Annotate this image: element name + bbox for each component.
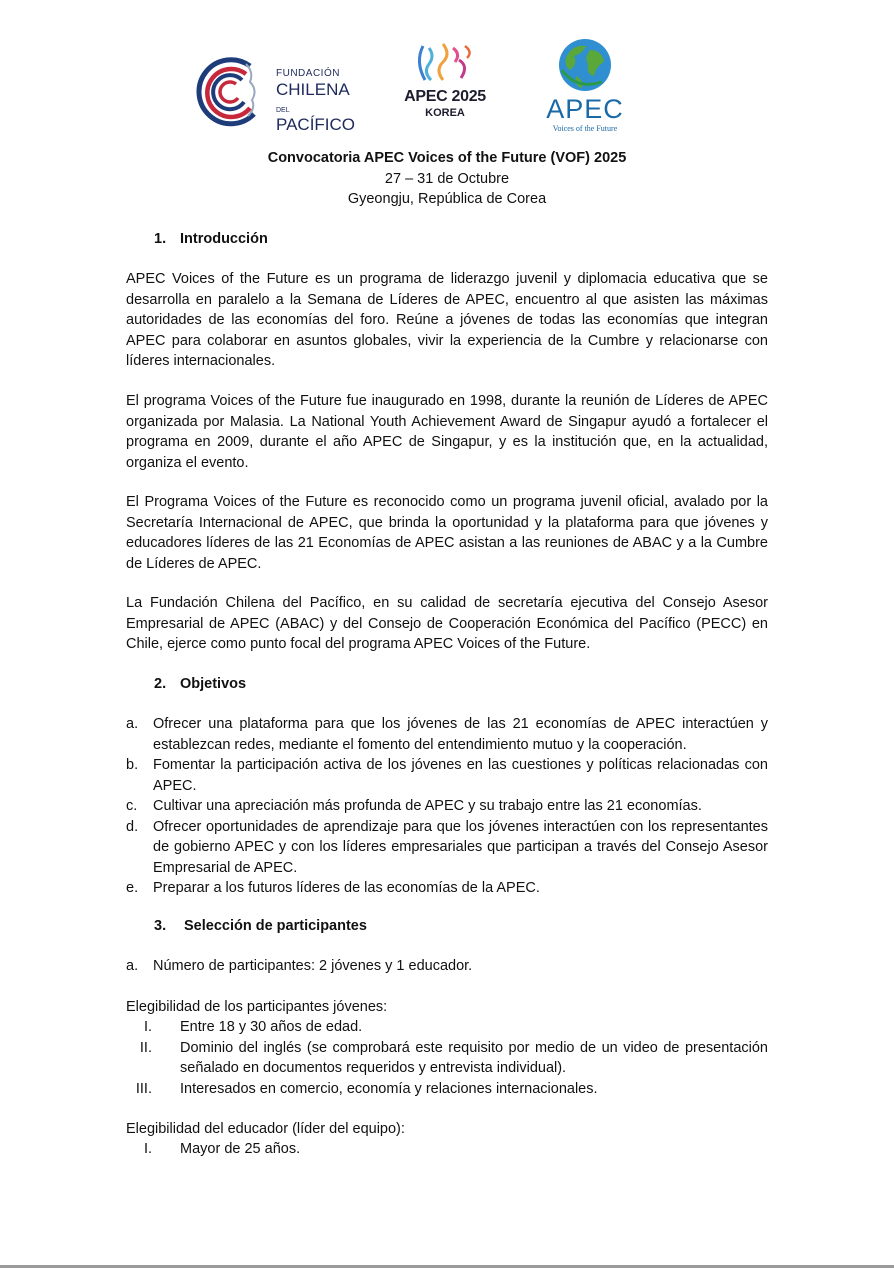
list-marker: b. xyxy=(126,757,139,773)
apec-globe-icon xyxy=(556,36,614,94)
list-item-text: Ofrecer una plataforma para que los jóvenes de las 21 economías de APEC interactúen y establezcan redes, mediante el fomento del entendimiento mutuo y la cooperación. xyxy=(153,716,768,753)
youth-eligibility-list xyxy=(126,1017,768,1099)
participants-count-list xyxy=(126,956,768,977)
section-heading-seleccion xyxy=(154,916,367,937)
section-title: Selección de participantes xyxy=(184,918,367,934)
list-item xyxy=(126,755,768,796)
fcp-wordmark xyxy=(276,69,357,133)
apec-2025-korea-logo xyxy=(402,36,488,128)
fcp-line3: PACÍFICO xyxy=(276,115,356,134)
list-item xyxy=(126,796,768,817)
list-item-text: Fomentar la participación activa de los jóvenes en las cuestiones y políticas relacionadas con APEC. xyxy=(153,757,768,794)
list-item-text: Ofrecer oportunidades de aprendizaje para que los jóvenes interactúen con los representantes de gobierno APEC y con los líderes empresariales que participan a través del Consejo Asesor Empresarial de APEC. xyxy=(153,818,768,876)
list-item xyxy=(126,817,768,879)
fcp-line2-small: DEL xyxy=(276,107,290,114)
apec-2025-emblem-icon xyxy=(413,40,477,84)
list-item-text: Preparar a los futuros líderes de las economías de la APEC. xyxy=(153,880,540,896)
list-item xyxy=(126,1038,768,1079)
list-marker: d. xyxy=(126,818,139,835)
list-marker: c. xyxy=(126,798,138,814)
list-item-text: Entre 18 y 30 años de edad. xyxy=(180,1019,363,1035)
list-item-text: Interesados en comercio, economía y relaciones internacionales. xyxy=(180,1080,598,1097)
list-item xyxy=(126,1017,768,1038)
fcp-line2-main: CHILENA xyxy=(276,80,349,99)
fcp-line1: FUNDACIÓN xyxy=(276,68,340,79)
apec-tagline: Voices of the Future xyxy=(552,124,618,133)
apec-vof-logo xyxy=(540,36,630,136)
list-item-text: Número de participantes: 2 jóvenes y 1 educador. xyxy=(153,958,473,974)
fcp-line2 xyxy=(276,81,357,115)
intro-paragraph: El programa Voices of the Future fue inaugurado en 1998, durante la reunión de Líderes de APEC organizada por Malasia. La National Youth Achievement Award de Singapur ayudó a fortalecer el programa en 2009, durante el año APEC de Singapur, y es la institución que, en la actualidad, organiza el evento. xyxy=(126,393,768,471)
apec2025-line1: APEC 2025 xyxy=(404,88,486,105)
fundacion-chilena-logo xyxy=(192,56,357,134)
apec2025-line2: KOREA xyxy=(425,107,465,119)
list-marker: a. xyxy=(126,716,139,732)
section-title: Introducción xyxy=(180,231,268,247)
list-item-text: Cultivar una apreciación más profunda de APEC y su trabajo entre las 21 economías. xyxy=(153,798,702,814)
educator-eligibility-heading: Elegibilidad del educador (líder del equipo): xyxy=(126,1121,405,1137)
list-item-text: Mayor de 25 años. xyxy=(180,1141,301,1157)
section-title: Objetivos xyxy=(180,676,247,692)
list-item xyxy=(126,1079,768,1100)
section-heading-objetivos xyxy=(154,674,246,695)
objectives-list xyxy=(126,714,768,899)
educator-eligibility-list xyxy=(126,1139,768,1160)
document-title: Convocatoria APEC Voices of the Future (VOF) 2025 xyxy=(267,150,627,166)
list-marker: III. xyxy=(135,1080,152,1097)
event-dates: 27 – 31 de Octubre xyxy=(384,170,510,187)
logo-strip xyxy=(0,36,894,136)
section-number: 1. xyxy=(154,231,167,247)
list-marker: I. xyxy=(143,1141,152,1157)
section-number: 2. xyxy=(154,676,167,692)
list-item xyxy=(126,1139,768,1160)
intro-paragraph: El Programa Voices of the Future es reconocido como un programa juvenil oficial, avalado por la Secretaría Internacional de APEC, que brinda la oportunidad y la plataforma para que jóvenes y educadores líderes de las 21 Economías de APEC asistan a las reuniones de ABAC y a la Cumbre de Líderes de APEC. xyxy=(126,494,768,572)
list-item xyxy=(126,956,768,977)
list-marker: I. xyxy=(143,1019,152,1035)
apec-wordmark: APEC xyxy=(546,94,624,124)
list-item-text: Dominio del inglés (se comprobará este requisito por medio de un video de presentación señalado en documentos requeridos y entrevista individual). xyxy=(180,1039,768,1076)
document-header xyxy=(0,148,894,210)
intro-paragraph: APEC Voices of the Future es un programa de liderazgo juvenil y diplomacia educativa que se desarrolla en paralelo a la Semana de Líderes de APEC, encuentro al que asisten las máximas autoridades de las economías del foro. Reúne a jóvenes de todas las economías que integran APEC para colaborar en asuntos globales, vivir la experiencia de la Cumbre y relacionarse con líderes internacionales. xyxy=(126,271,768,369)
list-marker: e. xyxy=(126,880,139,896)
list-item xyxy=(126,714,768,755)
intro-paragraph: La Fundación Chilena del Pacífico, en su calidad de secretaría ejecutiva del Consejo Asesor Empresarial de APEC (ABAC) y del Consejo de Cooperación Económica del Pacífico (PECC) en Chile, ejerce como punto focal del programa APEC Voices of the Future. xyxy=(126,595,768,652)
youth-eligibility-heading: Elegibilidad de los participantes jóvenes: xyxy=(126,999,388,1015)
list-marker: a. xyxy=(126,958,139,974)
list-marker: II. xyxy=(139,1039,152,1056)
list-item xyxy=(126,878,768,899)
section-heading-introduccion xyxy=(154,229,268,250)
section-number: 3. xyxy=(154,918,167,934)
event-location: Gyeongju, República de Corea xyxy=(347,191,547,207)
fcp-swirl-icon xyxy=(192,56,272,128)
